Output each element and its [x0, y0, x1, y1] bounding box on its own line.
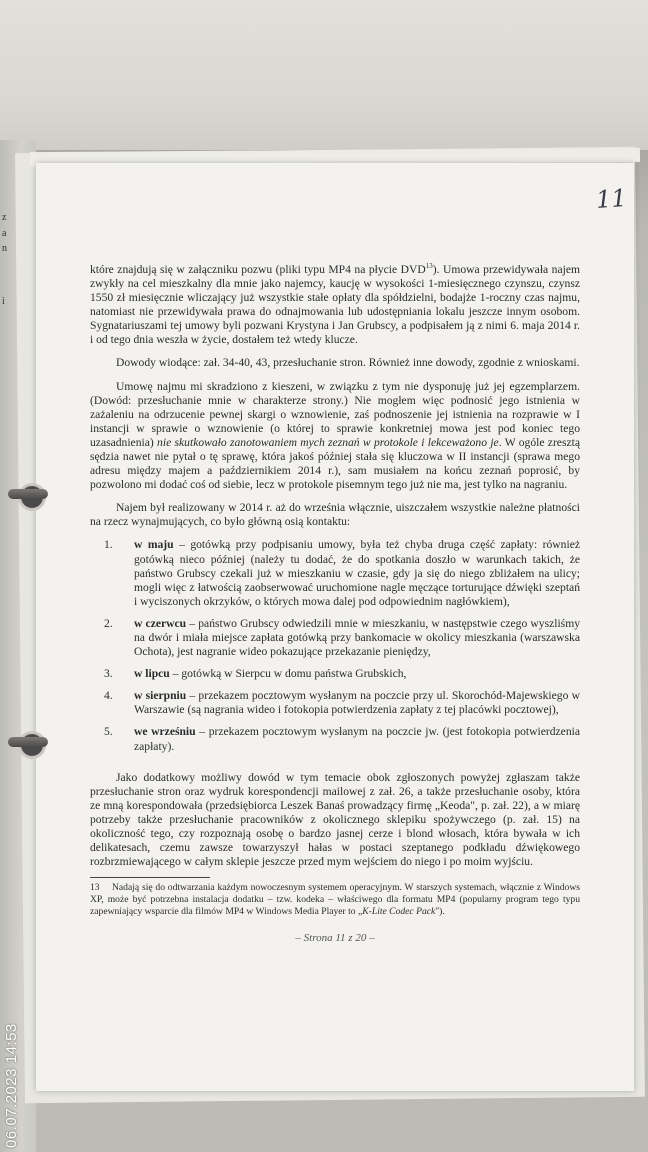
- side-letter: a: [2, 228, 7, 239]
- page-number: – Strona 11 z 20 –: [295, 932, 375, 945]
- binder-ring: [8, 489, 48, 499]
- paragraph-5: Jako dodatkowy możliwy dowód w tym temacie obok zgłoszonych powyżej zgłaszam także przesłuchanie stron oraz wydruk korespondencji mailowej z zał. 26, a także przesłuchanie osoby, która ze mną korespondowała (przedsiębiorca Leszek Banaś prowadzący firmę „Keoda", p. zał. 22), a w miarę potrzeby także przesłuchanie pracowników z okolicznego sklepiku spożywczego (p. zał. 15) na okoliczność tego, czy rozpoznają osobę o bardzo jasnej cerze i blond włosach, która bywała w ich delikatesach, czemu zawsze towarzyszył hałas w postaci szeptanego podkładu dźwiękowego rozbrzmiewającego w całym sklepie jeszcze przed mym wejściem do niego i po moim wyjściu.: [90, 770, 580, 869]
- side-letter: z: [2, 212, 7, 223]
- footnote-divider: [90, 877, 210, 878]
- handwritten-mark: 11: [595, 183, 628, 215]
- list-item: 1. w maju – gotówką przy podpisaniu umowy, była też chyba druga część zapłaty: również gotówką nieco później (należy tu dodać, że do spotkania doszło w warunkach takich, że państwo Grubscy czekali już w mieszkaniu w czasie, gdy ja się do niego zbliżałem na ulicy; mogli więc z łatwością zaobserwować uruchomione nagle męczące torturujące dźwięki szeptań i wyciszonych okrzyków, o których mowa dalej pod odpowiednim nagłówkiem),: [104, 538, 580, 608]
- paragraph-evidence: Dowody wiodące: zał. 34-40, 43, przesłuchanie stron. Również inne dowody, zgodnie z wnioskami.: [116, 356, 580, 370]
- paragraph-4: Najem był realizowany w 2014 r. aż do września włącznie, uiszczałem wszystkie należne płatności na rzecz wynajmujących, co było główną osią kontaktu:: [90, 501, 580, 529]
- binder-ring: [8, 737, 48, 747]
- document-page: [36, 163, 634, 1091]
- list-item: 5. we wrześniu – przekazem pocztowym wysłanym na poczcie jw. (jest fotokopia potwierdzenia zapłaty).: [104, 725, 580, 753]
- photo-timestamp: 06.07.2023 14:53: [3, 1023, 20, 1148]
- payment-list: [90, 538, 580, 753]
- footnote: 13 Nadają się do odtwarzania każdym nowoczesnym systemem operacyjnym. W starszych systemach, włącznie z Windows XP, może być potrzebna instalacja dodatku – tzw. kodeka – właściwego dla formatu MP4 (popularny program tego typu zapewniający wsparcie dla filmów MP4 w Windows Media Player to „K-Lite Codec Pack").: [90, 882, 580, 917]
- side-letter: i: [2, 296, 5, 307]
- footnote-ref: 13: [425, 262, 433, 270]
- list-item: 4. w sierpniu – przekazem pocztowym wysłanym na poczcie przy ul. Skorochód-Majewskiego w Warszawie (są nagrania wideo i fotokopia potwierdzenia zapłaty z tej placówki pocztowej),: [104, 689, 580, 717]
- paragraph-1: które znajdują się w załączniku pozwu (pliki typu MP4 na płycie DVD$^{13}$). Umowa przewidywała najem zwykły na cel mieszkalny dla mnie jako najemcy, kaucję w wysokości 1-miesięcznego czynszu, czynsz 1550 zł miesięcznie wliczający już wszystkie stałe opłaty dla spółdzielni, bodajże 1-roczny czas najmu, natomiast nie przewidywała prawa do odnajmowania lub udostępniania lokalu jeszcze innym osobom. Sygnatariuszami tej umowy byli pozwani Krystyna i Jan Grubscy, a podpisałem ją z nimi 6. maja 2014 r. i od tego dnia weszła w życie, dostałem też wtedy klucze.: [90, 262, 580, 347]
- side-letter: n: [2, 243, 7, 254]
- background-wall: [0, 0, 648, 150]
- list-item: 2. w czerwcu – państwo Grubscy odwiedzili mnie w mieszkaniu, w następstwie czego wyszliśmy na dwór i miała miejsce zapłata gotówką przy bankomacie w okolicy mieszkania (warszawska Ochota), jest nagranie wideo pokazujące przekazanie pieniędzy,: [104, 616, 581, 659]
- page-content: [90, 259, 580, 945]
- paragraph-3: Umowę najmu mi skradziono z kieszeni, w związku z tym nie dysponuję już jej egzemplarzem. (Dowód: przesłuchanie mnie w charakterze strony.) Nie mogłem więc podnosić jego istnienia w zażaleniu na odrzucenie pewnej skargi o wznowienie, zaś podnoszenie jej istnienia na rozprawie w I instancji w sprawie o wznowienie (o której to sprawie konkretniej mowa jest pod koniec tego uzasadnienia) nie skutkowało zanotowaniem mych zeznań w protokole i lekceważono je. W ogóle zresztą sędzia nawet nie pytał o tę sprawę, która jakoś później stała się kluczowa w II instancji (sprawa mego adresu między majem a październikiem 2014 r.), sam musiałem na końcu zeznań poprosić, by pozwolono mi dodać coś od siebie, lecz w protokole pisemnym tego już nie ma, jest tylko na nagraniu.: [90, 379, 580, 492]
- list-item: 3. w lipcu – gotówką w Sierpcu w domu państwa Grubskich,: [104, 667, 407, 681]
